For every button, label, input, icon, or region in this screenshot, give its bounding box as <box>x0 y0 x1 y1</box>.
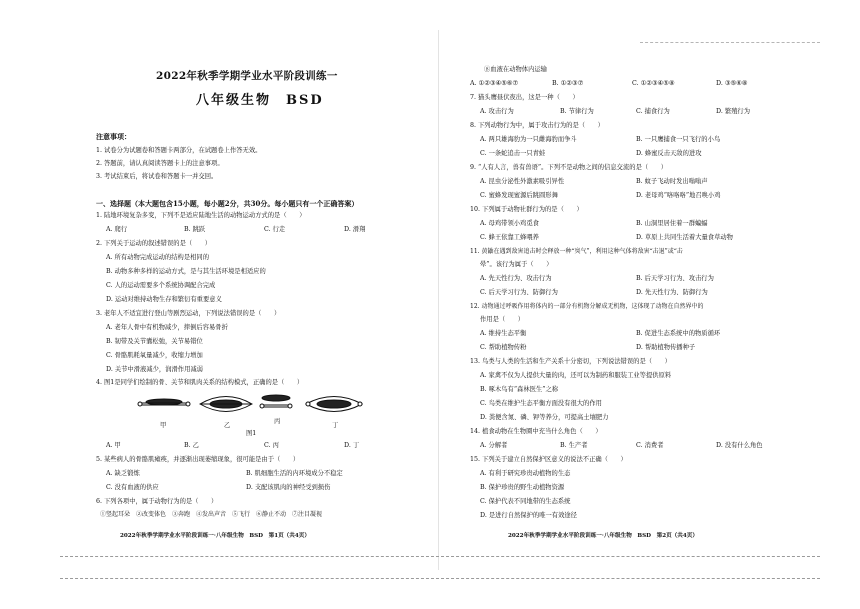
option: C. 捕食行为 <box>636 108 670 115</box>
option: A. 两只雄海豹为一只雌海豹而争斗 <box>480 136 577 143</box>
question-stem: 9. “人有人言，兽有兽语”。下列不是动物之间的信息交流的是（ ） <box>470 164 668 171</box>
option: A. 母鸡带领小鸡觅食 <box>480 220 539 227</box>
question-stem: 3. 老年人不适宜进行登山等剧烈运动，下列说法错误的是（ ） <box>96 310 281 317</box>
option: A. 甲 <box>106 442 121 449</box>
option: B. 后天学习行为、攻击行为 <box>636 275 714 282</box>
option: B. 动物多种多样的运动方式，是与其生活环境是相适应的 <box>106 268 266 275</box>
option: B. 一只鹰捕食一只飞行的小鸟 <box>636 136 721 143</box>
fold-line <box>438 30 439 570</box>
option: C. 鸟类在维护生态平衡方面没有很大的作用 <box>480 400 602 407</box>
option: A. 先天性行为、攻击行为 <box>480 275 552 282</box>
notice-heading: 注意事项： <box>96 132 131 141</box>
option: C. 没有血液的供应 <box>106 484 159 491</box>
figure-caption: 图1 <box>246 430 257 437</box>
page-footer: 2022年秋季学期学业水平阶段训练一·八年级生物 BSD 第1页（共4页） <box>120 533 310 539</box>
question-stem: 1. 陆地环境复杂多变，下列不是适应陆地生活的动物运动方式的是（ ） <box>96 212 306 219</box>
option: A. 老年人骨中有机物减少，摔倒后容易骨折 <box>106 324 228 331</box>
question-items: ①竖起耳朵 ②改变体色 ③奔跑 ④发出声音 ⑤飞行 ⑥静止不动 ⑦注目凝视 <box>100 511 323 518</box>
option: B. 韧带及关节囊松弛，关节易错位 <box>106 338 203 345</box>
option: D. 滑翔 <box>344 226 366 233</box>
option: A. 爬行 <box>106 226 128 233</box>
question-stem: 11. 黄鼬在遇到敌害追击时会释放一种“臭气”，利用这种气体将敌害“击退”或“击 <box>470 248 683 255</box>
question-stem: 6. 下列各项中，属于动物行为的是（ ） <box>96 498 218 505</box>
option: C. 人的运动需要多个系统协调配合完成 <box>106 282 216 289</box>
option: D. 丁 <box>344 442 360 449</box>
option: B. 蚊子飞动时发出嗡嗡声 <box>636 178 708 185</box>
option: A. 所有动物完成运动的结构是相同的 <box>106 254 210 261</box>
option: B. 啄木鸟有“森林医生”之称 <box>480 386 559 393</box>
figure-label: 丙 <box>274 418 281 425</box>
notice-item: 1. 试卷分为试题卷和答题卡两部分，在试题卷上作答无效。 <box>96 147 262 154</box>
option: D. 老母鸡“咯咯咯”地召唤小鸡 <box>636 192 721 199</box>
figure-ding <box>306 397 362 412</box>
question-stem: 5. 某些病人的骨骼肌瘫痪，并逐渐出现萎缩现象，很可能是由于（ ） <box>96 456 300 463</box>
notice-item: 2. 答题前，请认真阅读答题卡上的注意事项。 <box>96 160 224 167</box>
option: D. 先天性行为、防御行为 <box>636 289 708 296</box>
option: C. 保护代表不同地带的生态系统 <box>480 498 571 505</box>
page-1 <box>96 0 421 609</box>
option: B. 跳跃 <box>184 226 206 233</box>
figure-label: 丁 <box>332 422 339 429</box>
question-stem: 4. 图1是同学们绘制的骨、关节和肌肉关系的结构模式，正确的是（ ） <box>96 379 304 386</box>
option: D. 帮助植物传播种子 <box>636 344 696 351</box>
option: D. 繁殖行为 <box>716 108 751 115</box>
exam-title: 2022年秋季学期学业水平阶段训练一 <box>156 70 338 82</box>
option: B. 肌细胞生活的内环境成分不稳定 <box>246 470 343 477</box>
option: A. 有利于研究珍贵动植物的生态 <box>480 470 571 477</box>
option: A. 攻击行为 <box>480 108 514 115</box>
option: B. 促进生态系统中的物质循环 <box>636 330 721 337</box>
option: D. 支配该肌肉的神经受到损伤 <box>246 484 331 491</box>
question-stem: 14. 植食动物在生物圈中充当什么角色（ ） <box>470 428 602 435</box>
notice-item: 3. 考试结束后，将试卷和答题卡一并交回。 <box>96 173 218 180</box>
option: A. 家禽不仅为人提供大量的肉，还可以为制药和服装工业等提供原料 <box>480 372 672 379</box>
question-stem: 2. 下列关于运动的叙述错误的是（ ） <box>96 240 212 247</box>
option: B. 保护珍贵的野生动植物资源 <box>480 484 565 491</box>
option: B. 山洞里居住着一群蝙蝠 <box>636 220 708 227</box>
bone-joint-muscle-figure <box>136 391 366 421</box>
option: C. 蜜蜂发现蜜源后跳圆形舞 <box>480 192 558 199</box>
option: D. 是进行自然保护的唯一有效途径 <box>480 512 577 519</box>
option: D. 没有什么角色 <box>716 442 763 449</box>
option: A. 缺乏锻炼 <box>106 470 140 477</box>
option: D. 运动对维持动物生存和繁衍有重要意义 <box>106 296 222 303</box>
option: C. 行走 <box>264 226 286 233</box>
page-footer: 2022年秋季学期学业水平阶段训练一·八年级生物 BSD 第2页（共4页） <box>508 533 698 539</box>
exam-subject: 八年级生物 BSD <box>196 93 324 108</box>
option: B. 节律行为 <box>560 108 594 115</box>
option: C. ①②③④⑤⑧ <box>632 80 675 87</box>
question-stem: 15. 下列关于建立自然保护区意义的说法不正确（ ） <box>470 456 627 463</box>
figure-label: 甲 <box>160 422 167 429</box>
option: D. 粪便含氮、磷、钾等养分，可提高土壤肥力 <box>480 414 609 421</box>
question-stem: 13. 鸟类与人类的生活和生产关系十分密切，下列说法错误的是（ ） <box>470 358 671 365</box>
option: D. 关节中滑液减少，润滑作用减弱 <box>106 366 203 373</box>
option: C. 骨骼肌耗氧量减少，收缩力增加 <box>106 352 203 359</box>
option: D. 草原上共同生活着大量食草动物 <box>636 234 733 241</box>
question-stem: 12. 动物通过呼吸作用将体内的一部分有机物分解成无机物，这体现了动物在自然界中的 <box>470 303 704 310</box>
figure-jia <box>138 399 190 406</box>
question-continuation: ⑧血液在动物体内运输 <box>484 66 547 73</box>
option: C. 丙 <box>264 442 279 449</box>
option: A. ①②③④⑤⑥⑦ <box>470 80 519 87</box>
question-stem-cont: 作用是（ ） <box>480 316 525 323</box>
option: B. 生产者 <box>560 442 588 449</box>
option: D. ③⑤⑥⑧ <box>716 80 748 87</box>
page-2 <box>470 0 800 609</box>
option: B. ①②③⑦ <box>552 80 584 87</box>
section-heading: 一、选择题（本大题包含15小题，每小题2分，共30分。每小题只有一个正确答案） <box>96 199 359 208</box>
option: A. 维持生态平衡 <box>480 330 527 337</box>
figure-yi <box>200 397 252 412</box>
option: C. 一条蛇追击一只青蛙 <box>480 150 546 157</box>
option: C. 蜂王依靠工蜂喂养 <box>480 234 539 241</box>
option: C. 后天学习行为、防御行为 <box>480 289 558 296</box>
question-stem: 10. 下列属于动物社群行为的是（ ） <box>470 206 583 213</box>
figure-bing <box>260 395 292 408</box>
figure-label: 乙 <box>224 422 231 429</box>
option: A. 昆虫分泌性外激素吸引异性 <box>480 178 565 185</box>
question-stem: 8. 下列动物行为中，属于攻击行为的是（ ） <box>470 122 604 129</box>
option: C. 消费者 <box>636 442 664 449</box>
option: D. 蜂蜜反击天敌的进攻 <box>636 150 702 157</box>
question-stem-cont: 晕”。该行为属于（ ） <box>480 261 553 268</box>
question-stem: 7. 猫头鹰昼伏夜出，这是一种（ ） <box>470 94 579 101</box>
option: A. 分解者 <box>480 442 508 449</box>
option: B. 乙 <box>184 442 199 449</box>
option: C. 帮助植物传粉 <box>480 344 527 351</box>
